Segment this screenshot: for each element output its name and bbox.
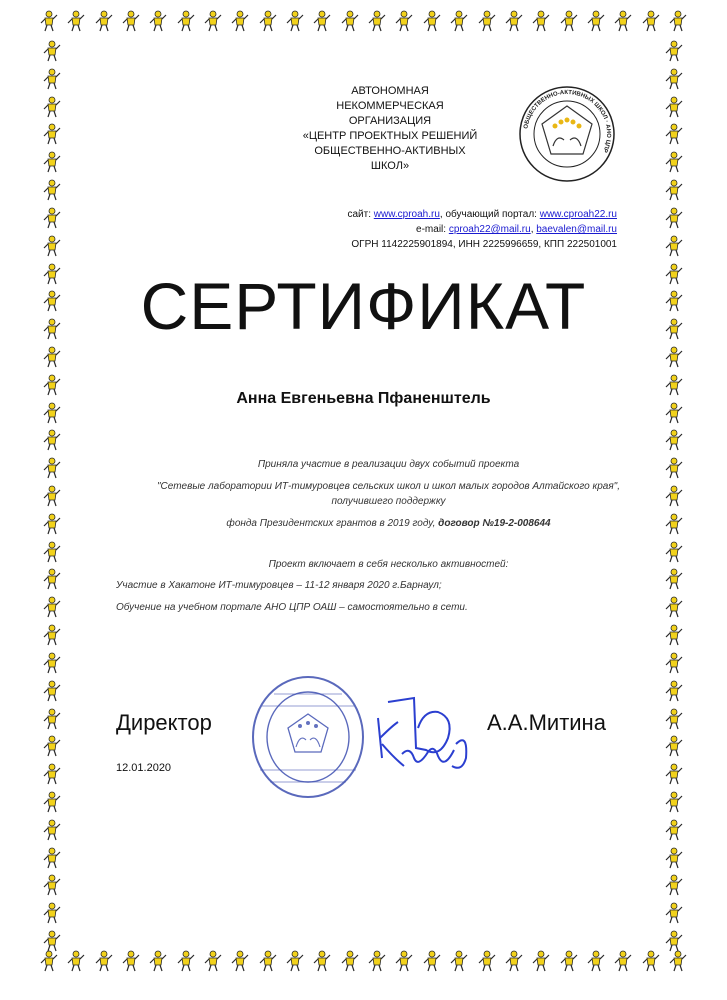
border-ornament-icon [663, 346, 685, 368]
border-ornament-icon [585, 950, 607, 972]
border-ornament-icon [366, 10, 388, 32]
border-ornament-icon [448, 10, 470, 32]
border-ornament-icon [503, 950, 525, 972]
border-ornament-icon [41, 874, 63, 896]
border-ornament-icon [585, 10, 607, 32]
border-ornament-icon [257, 10, 279, 32]
border-ornament-icon [393, 10, 415, 32]
border-ornament-icon [663, 235, 685, 257]
border-ornament-icon [503, 10, 525, 32]
organization-line: «ЦЕНТР ПРОЕКТНЫХ РЕШЕНИЙ [302, 130, 478, 142]
body-line-5: Проект включает в себя несколько активностей: [268, 559, 509, 570]
border-ornament-icon [41, 735, 63, 757]
border-ornament-icon [663, 624, 685, 646]
border-ornament-icon [663, 930, 685, 952]
border-ornament-icon [663, 735, 685, 757]
email-link-1[interactable]: cproah22@mail.ru [448, 224, 531, 235]
border-ornament-icon [147, 950, 169, 972]
border-ornament-icon [41, 930, 63, 952]
border-ornament-icon [120, 10, 142, 32]
site-label: сайт: [347, 209, 374, 220]
border-ornament-icon [41, 652, 63, 674]
border-ornament-icon [366, 950, 388, 972]
contract-number: договор №19-2-008644 [438, 518, 551, 529]
border-ornament-icon [663, 68, 685, 90]
border-ornament-icon [311, 950, 333, 972]
border-ornament-icon [311, 10, 333, 32]
handwritten-signature-icon [358, 688, 478, 788]
border-ornament-icon [663, 568, 685, 590]
organization-line: ОБЩЕСТВЕННО-АКТИВНЫХ [314, 145, 466, 157]
director-label: Директор [116, 710, 212, 735]
border-ornament-icon [284, 950, 306, 972]
border-ornament-icon [663, 791, 685, 813]
border-ornament-icon [558, 10, 580, 32]
director-name: А.А.Митина [487, 710, 606, 735]
portal-link[interactable]: www.cproah22.ru [539, 209, 617, 220]
border-ornament-icon [257, 950, 279, 972]
border-ornament-icon [41, 429, 63, 451]
border-ornament-icon [663, 902, 685, 924]
border-ornament-icon [41, 708, 63, 730]
border-ornament-icon [93, 950, 115, 972]
border-ornament-icon [663, 847, 685, 869]
border-ornament-icon [667, 10, 689, 32]
border-ornament-icon [663, 819, 685, 841]
border-ornament-icon [41, 151, 63, 173]
border-ornament-icon [229, 10, 251, 32]
border-ornament-icon [41, 680, 63, 702]
border-ornament-icon [65, 10, 87, 32]
border-top [0, 10, 727, 50]
border-ornament-icon [38, 10, 60, 32]
official-stamp-icon [248, 672, 368, 802]
organization-logo-icon [517, 84, 617, 184]
activity-item-hackathon: Участие в Хакатоне ИТ-тимуровцев – 11-12 января 2020 г.Барнаул; [116, 580, 442, 591]
activity-item-portal: Обучение на учебном портале АНО ЦПР ОАШ – самостоятельно в сети. [116, 602, 468, 613]
border-ornament-icon [147, 10, 169, 32]
organization-line: НЕКОММЕРЧЕСКАЯ [336, 100, 444, 112]
border-ornament-icon [393, 950, 415, 972]
border-ornament-icon [476, 10, 498, 32]
border-ornament-icon [421, 950, 443, 972]
border-ornament-icon [663, 207, 685, 229]
border-ornament-icon [41, 847, 63, 869]
border-ornament-icon [41, 596, 63, 618]
border-ornament-icon [41, 96, 63, 118]
issue-date: 12.01.2020 [116, 762, 172, 774]
border-ornament-icon [175, 10, 197, 32]
border-ornament-icon [663, 708, 685, 730]
organization-line: АВТОНОМНАЯ [351, 85, 429, 97]
portal-label: , обучающий портал: [439, 209, 540, 220]
border-ornament-icon [663, 40, 685, 62]
contact-line-web [347, 207, 617, 222]
certificate-title: СЕРТИФИКАТ [140, 269, 587, 343]
border-ornament-icon [530, 10, 552, 32]
border-ornament-icon [612, 10, 634, 32]
border-ornament-icon [476, 950, 498, 972]
border-ornament-icon [41, 123, 63, 145]
border-ornament-icon [667, 950, 689, 972]
contact-info [347, 207, 617, 252]
border-ornament-icon [339, 950, 361, 972]
body-line-4 [0, 518, 727, 529]
grant-text: фонда Президентских грантов в 2019 году, [226, 518, 439, 529]
border-ornament-icon [38, 950, 60, 972]
border-ornament-icon [41, 346, 63, 368]
svg-text:ОБЩЕСТВЕННО-АКТИВНЫХ ШКОЛ · АН: ОБЩЕСТВЕННО-АКТИВНЫХ ШКОЛ · АНО ЦПР [523, 89, 612, 154]
border-ornament-icon [41, 791, 63, 813]
border-ornament-icon [41, 68, 63, 90]
border-ornament-icon [41, 179, 63, 201]
border-ornament-icon [41, 40, 63, 62]
border-ornament-icon [284, 10, 306, 32]
border-ornament-icon [41, 568, 63, 590]
border-ornament-icon [175, 950, 197, 972]
border-ornament-icon [421, 10, 443, 32]
border-ornament-icon [663, 763, 685, 785]
border-ornament-icon [663, 179, 685, 201]
recipient-name: Анна Евгеньевна Пфаненштель [236, 390, 491, 407]
organization-name [300, 84, 480, 174]
border-ornament-icon [41, 763, 63, 785]
border-ornament-icon [663, 151, 685, 173]
border-ornament-icon [41, 624, 63, 646]
border-ornament-icon [229, 950, 251, 972]
border-ornament-icon [640, 950, 662, 972]
site-link[interactable]: www.cproah.ru [373, 209, 440, 220]
border-ornament-icon [663, 429, 685, 451]
border-ornament-icon [663, 874, 685, 896]
border-ornament-icon [41, 902, 63, 924]
registry-numbers: ОГРН 1142225901894, ИНН 2225996659, КПП 222501001 [351, 239, 617, 250]
border-ornament-icon [65, 950, 87, 972]
border-ornament-icon [41, 207, 63, 229]
email-label: e-mail: [416, 224, 449, 235]
border-ornament-icon [202, 950, 224, 972]
email-link-2[interactable]: baevalen@mail.ru [536, 224, 617, 235]
border-ornament-icon [41, 235, 63, 257]
border-ornament-icon [663, 652, 685, 674]
contact-line-email [347, 222, 617, 237]
border-ornament-icon [93, 10, 115, 32]
border-ornament-icon [41, 819, 63, 841]
border-ornament-icon [663, 596, 685, 618]
border-ornament-icon [202, 10, 224, 32]
border-ornament-icon [120, 950, 142, 972]
border-ornament-icon [663, 680, 685, 702]
body-line-3: получившего поддержку [331, 496, 446, 507]
body-line-2: "Сетевые лаборатории ИТ-тимуровцев сельских школ и школ малых городов Алтайского края", [156, 481, 620, 492]
border-ornament-icon [448, 950, 470, 972]
body-line-1: Приняла участие в реализации двух событий проекта [257, 459, 520, 470]
border-ornament-icon [663, 96, 685, 118]
border-ornament-icon [530, 950, 552, 972]
organization-line: ШКОЛ» [370, 160, 410, 172]
email-separator: , [530, 224, 537, 235]
border-ornament-icon [612, 950, 634, 972]
border-bottom [0, 950, 727, 990]
border-ornament-icon [558, 950, 580, 972]
border-ornament-icon [663, 123, 685, 145]
border-ornament-icon [640, 10, 662, 32]
border-ornament-icon [339, 10, 361, 32]
organization-line: ОРГАНИЗАЦИЯ [348, 115, 432, 127]
